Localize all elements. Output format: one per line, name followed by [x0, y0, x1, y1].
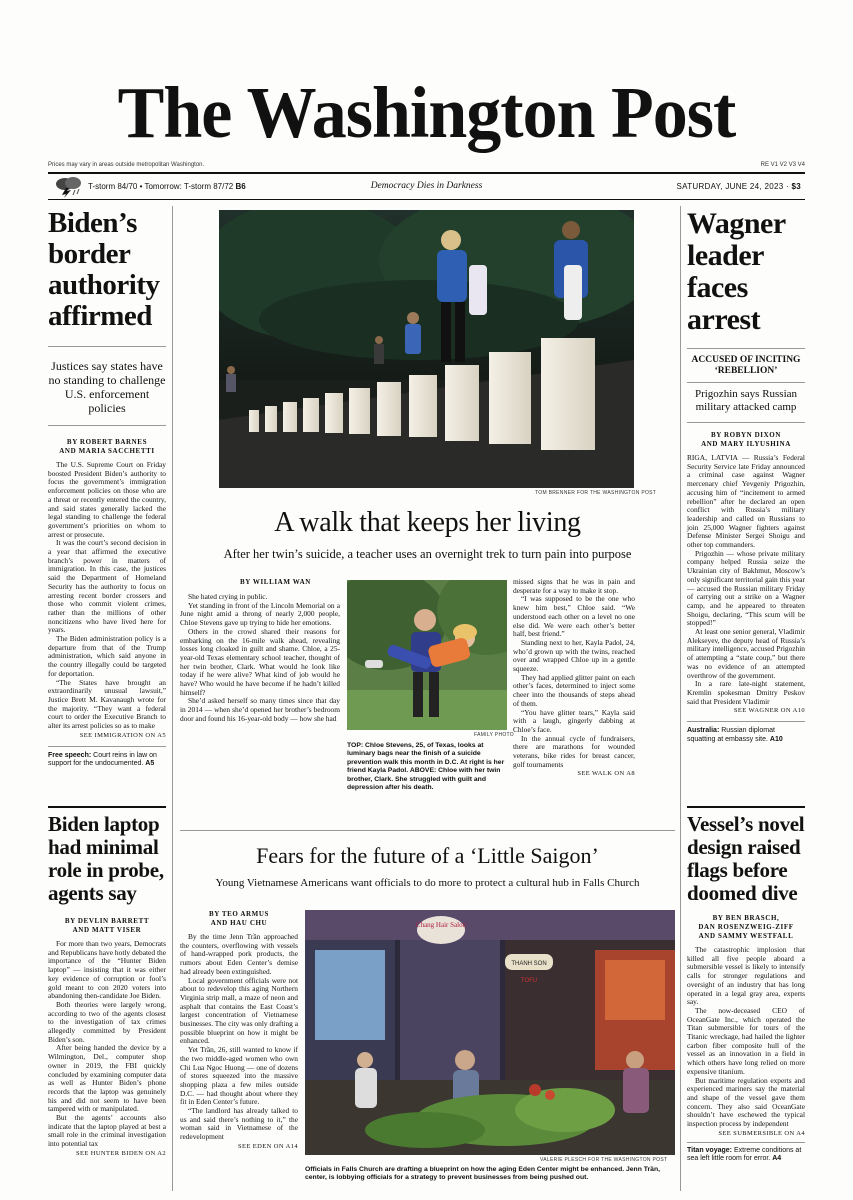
story-submersible — [687, 813, 805, 1164]
story-biden-laptop — [48, 813, 166, 1157]
refer-titan-voyage[interactable] — [687, 1147, 805, 1164]
divider — [48, 346, 166, 347]
story-wagner — [687, 208, 805, 744]
paragraph: It was the court’s second decision in a year that affirmed the executive branch’s power in matters of immigration. In this case, the justices said the Department of Homeland Security has the authority to focus on arresting recent border crossers and those who commit violent crimes, rather than the millions of other noncitizens who have lived here for years. — [48, 538, 166, 635]
byline-line-1: BY DEVLIN BARRETT — [64, 917, 150, 925]
byline-line-2: AND MARY ILYUSHINA — [701, 440, 791, 448]
paragraph: RIGA, LATVIA — Russia’s Federal Security Service late Friday announced a criminal case against Wagner mercenary chief Yevgeniy Prigozhin, accusing him of “incitement to armed rebellion” after he declared an open conflict with Russia’s military leadership and called on Russians to join 25,000 Wagner fighters against Defense Minister Sergei Shoigu and other top commanders. — [687, 453, 805, 550]
paragraph: In the annual cycle of fundraisers, there are marathons for wounded veterans, bike rides for breast cancer, golf tournaments — [513, 733, 635, 769]
paragraph: The U.S. Supreme Court on Friday boosted President Biden’s authority to focus the government’s immigration enforcement policies on those who are a threat or recently entered the country, and said states generally lacked the legal standing to challenge the federal government’s priorities on whom to arrest or prosecute. — [48, 460, 166, 539]
deck-walk: After her twin’s suicide, a teacher uses an overnight trek to turn pain into purpose — [223, 547, 632, 561]
edition-codes: RE V1 V2 V3 V4 — [760, 162, 805, 168]
luminary-photo-illustration — [219, 210, 634, 488]
section-divider — [687, 806, 805, 808]
deck-little-saigon: Young Vietnamese Americans want officials to do more to protect a cultural hub in Falls Church — [215, 877, 640, 889]
jump-line-eden[interactable]: SEE EDEN ON A14 — [238, 1142, 298, 1150]
headline-little-saigon[interactable]: Fears for the future of a ‘Little Saigon’ — [256, 843, 599, 868]
divider — [687, 348, 805, 349]
eden-center-photo-illustration — [305, 910, 675, 1155]
deck-border-authority: Justices say states have no standing to challenge U.S. enforcement policies — [48, 359, 166, 415]
column-rule-left — [172, 206, 173, 1191]
story-border-authority — [48, 208, 166, 769]
walk-column-1 — [180, 578, 340, 724]
paragraph: The catastrophic implosion that killed all five people aboard a submersible vessel is likely to intensify calls for stronger regulations and oversight of an industry that has long operated in a legal gray area, experts say. — [687, 945, 805, 1007]
photo-twins[interactable] — [347, 580, 507, 730]
headline-walk[interactable]: A walk that keeps her living — [274, 507, 581, 538]
walk-column-3 — [513, 578, 635, 777]
photo-luminary-walk[interactable] — [219, 210, 634, 488]
story-body — [180, 933, 298, 1142]
byline-line-1: BY BEN BRASCH, — [712, 914, 780, 922]
masthead-title[interactable]: The Washington Post — [117, 73, 736, 154]
jump-line-wagner[interactable]: SEE WAGNER ON A10 — [733, 707, 805, 715]
refer-australia[interactable] — [687, 727, 805, 744]
paragraph: For more than two years, Democrats and Republicans have hotly debated the importance of the “Hunter Biden laptop” — insisting that it was either key evidence of corruption or fool’s gold meant to con 2020 voters into abandoning then-candidate Joe Biden. — [48, 939, 166, 1001]
byline-line-2: AND MARIA SACCHETTI — [59, 447, 155, 455]
dateline: SATURDAY, JUNE 24, 2023 · $3 — [676, 182, 801, 191]
section-divider — [48, 806, 166, 808]
paragraph: In a rare late-night statement, Kremlin spokesman Dmitry Peskov said that President Vladimir — [687, 679, 805, 706]
refer-text: Russian diplomat squatting at embassy site. — [687, 727, 775, 743]
paragraph: “I was supposed to be the one who knew him best,” Chloe said. “We understood each other on a level no one else did. We were each other’s better half, best friend.” — [513, 594, 635, 639]
byline-line-2: AND MATT VISER — [72, 926, 142, 934]
paragraph: The Biden administration policy is a departure from that of the Trump administration, which said anyone in the country illegally could be targeted for deportation. — [48, 634, 166, 678]
photo-credit-top: TOM BRENNER FOR THE WASHINGTON POST — [535, 490, 657, 496]
byline-line-2: DAN ROSENZWEIG-ZIFF — [698, 923, 794, 931]
weather-text: T-storm 84/70 • Tomorrow: T-storm 87/72 — [88, 182, 234, 191]
refer-page: A4 — [772, 1155, 782, 1163]
photo-credit-eden: VALERIE PLESCH FOR THE WASHINGTON POST — [540, 1157, 668, 1163]
divider — [687, 422, 805, 423]
sign-tofu: TOFU — [520, 978, 538, 984]
twins-photo-illustration — [347, 580, 507, 730]
byline-line-3: AND SAMMY WESTFALL — [698, 932, 794, 940]
issue-date: SATURDAY, JUNE 24, 2023 — [676, 182, 784, 191]
divider — [687, 1142, 805, 1143]
top-bar — [48, 172, 805, 200]
story-body — [513, 578, 635, 769]
paragraph: She hated crying in public. — [188, 592, 268, 601]
weather-page-ref: B6 — [235, 182, 246, 191]
paragraph: Prigozhin — whose private military company helped Russia seize the Ukrainian city of Bakhmut, Moscow’s only significant territorial gain this year — accused the Russian military Friday of carrying out a strike on a Wagner camp, and he appeared to threaten Shoigu, declaring, “This scum will be stopped!” — [687, 548, 805, 628]
headline-little-saigon-container — [180, 842, 675, 890]
sign-thanh-son: THANH SON — [511, 961, 547, 967]
paragraph: By the time Jenn Trần approached the counters, overflowing with vessels of hand-wrapped pork products, the rumors about Eden Center’s demise had already been extinguished. — [180, 932, 298, 976]
paragraph: Others in the crowd shared their reasons for embarking on the 16-mile walk ahead, revealing losses long cloaked in guilt and shame. Chloe, a 25-year-old Texas elementary school teacher, thought of her twin brother, Clark. What would he look like today if he were alive? What kind of job would he have? Who would he have become if he hadn’t killed himself? — [180, 626, 340, 697]
story-body — [48, 940, 166, 1149]
masthead — [0, 68, 853, 160]
kicker-wagner: ACCUSED OF INCITING ‘REBELLION’ — [691, 355, 801, 376]
headline-walk-container — [180, 506, 675, 562]
refer-label: Titan voyage: — [687, 1146, 732, 1154]
headline-border-authority[interactable]: Biden’s border authority affirmed — [48, 207, 160, 332]
story-body — [687, 946, 805, 1129]
column-rule-right — [680, 206, 681, 1191]
jump-line-hunter-biden[interactable]: SEE HUNTER BIDEN ON A2 — [75, 1149, 166, 1157]
photo-eden-center[interactable] — [305, 910, 675, 1155]
paragraph: After being handed the device by a Wilmington, Del., computer shop owner in 2019, the FBI quickly concluded by examining computer data as well as Hunter Biden’s phone records that the laptop was genuinely his and did not seem to have been tampered with or manipulated. — [48, 1043, 166, 1114]
jump-line-walk[interactable]: SEE WALK ON A8 — [577, 770, 635, 778]
paragraph: But maritime regulation experts and experienced mariners say the material and shape of the vessel gave them concern. They also said OceanGate shouldn’t have eschewed the typical inspection process by independent — [687, 1075, 805, 1129]
paragraph: “The landlord has already talked to us and said there’s nothing to it,” the woman said in Vietnamese of the redevelopment — [180, 1106, 298, 1142]
deck-wagner: Prigozhin says Russian military attacked camp — [694, 388, 798, 413]
caption-eden: Officials in Falls Church are drafting a blueprint on how the aging Eden Center might be enhanced. Jenn Trần, center, is lobbying officials for a strategy to prevent businesses from being pushed out. — [305, 1166, 660, 1182]
headline-wagner[interactable]: Wagner leader faces arrest — [687, 207, 786, 336]
paragraph: They had applied glitter paint on each other’s faces, determined to inject some cheer into the thousands of steps ahead of them. — [513, 672, 635, 708]
paragraph: The now-deceased CEO of OceanGate Inc., which operated the Titan submersible for tours of the Titanic wreckage, had hailed the lighter carbon fiber composite hull of the vessel as an innovation in a field in which others have long relied on more expensive titanium. — [687, 1005, 805, 1076]
tagline: Democracy Dies in Darkness — [370, 181, 483, 191]
byline-line-1: BY TEO ARMUS — [208, 910, 270, 918]
refer-page: A10 — [769, 735, 783, 743]
photo-credit-inset: FAMILY PHOTO — [474, 732, 514, 738]
headline-submersible[interactable]: Vessel’s novel design raised flags before doomed dive — [687, 812, 805, 905]
paragraph: Yet standing in front of the Lincoln Memorial on a June night amid a throng of nearly 2,000 people, Chloe Stevens gave up trying to hide her emotions. — [180, 600, 340, 628]
paragraph: At least one senior general, Vladimir Alekseyev, the deputy head of Russia’s military intelligence, accused Prigozhin of attempting a “state coup,” but there was no evidence of an attempted overthrow of the government. — [687, 627, 805, 680]
sign-hair-salon: Chang Hair Salon — [415, 921, 467, 929]
jump-line-submersible[interactable]: SEE SUBMERSIBLE ON A4 — [718, 1129, 805, 1137]
paragraph: Local government officials were not about to redevelop this aging Northern Virginia strip mall, a maze of neon and asphalt that contains the East Coast’s largest concentration of Vietnamese businesses. The city was only drafting a possible blueprint on how it might be enhanced. — [180, 975, 298, 1046]
refer-label: Free speech: — [48, 751, 92, 759]
paragraph: She’d asked herself so many times since that day in 2014 — when she’d opened her brother’s bedroom door and found his 16-year-old body — how she had — [180, 696, 340, 723]
byline-line-1: BY ROBERT BARNES — [66, 438, 148, 446]
byline-walk: BY WILLIAM WAN — [240, 578, 311, 586]
saigon-column-1 — [180, 910, 298, 1150]
divider — [48, 425, 166, 426]
refer-label: Australia: — [687, 727, 720, 735]
headline-biden-laptop[interactable]: Biden laptop had minimal role in probe, agents say — [48, 812, 164, 905]
story-body — [687, 454, 805, 706]
paragraph: missed signs that he was in pain and desperate for a way to make it stop. — [513, 577, 635, 595]
issue-price: $3 — [791, 182, 801, 191]
refer-text: Extreme conditions at sea left little room for error. — [687, 1146, 802, 1163]
paragraph: Both theories were largely wrong, according to two of the agents closest to the investigation of tax crimes allegedly committed by President Biden’s son. — [48, 999, 166, 1044]
story-body — [48, 461, 166, 731]
refer-free-speech[interactable] — [48, 752, 166, 769]
paragraph: “The States have brought an extraordinarily unusual lawsuit,” Justice Brett M. Kavanaugh wrote for the majority. “They want a federal court to order the Executive Branch to alter its arrest policies so as to make — [48, 677, 166, 731]
paragraph: But the agents’ accounts also indicate that the laptop played at best a small role in the criminal investigation into potential tax — [48, 1113, 166, 1149]
story-body — [180, 593, 340, 724]
price-note: Prices may vary in areas outside metropolitan Washington. — [48, 162, 205, 168]
paragraph: Yet Trần, 26, still wanted to know if the two middle-aged women who own Chi Lua Ngoc Huong — one of dozens of stores squeezed into the massive shopping plaza a few miles outside D.C. — had thought about where they fit in Eden Center’s future. — [180, 1045, 298, 1107]
refer-text: Court reins in law on support for the undocumented. — [48, 751, 157, 768]
caption-walk: TOP: Chloe Stevens, 25, of Texas, looks at luminary bags near the finish of a suicide prevention walk this month in D.C. At right is her friend Kayla Padol. ABOVE: Chloe with her twin brother, Clark. She struggled with guilt and depression after his death. — [347, 742, 505, 792]
byline-line-2: AND HAU CHU — [210, 919, 268, 927]
divider — [687, 721, 805, 722]
paragraph: Standing next to her, Kayla Padol, 24, who’d grown up with the twins, reached over and wrapped Chloe up in a gentle squeeze. — [513, 637, 635, 674]
section-divider — [180, 830, 675, 831]
paragraph: “You have glitter tears,” Kayla said with a laugh, gingerly dabbing at Chloe’s face. — [513, 707, 635, 734]
divider — [687, 382, 805, 383]
divider — [48, 746, 166, 747]
byline-line-1: BY ROBYN DIXON — [711, 431, 781, 439]
jump-line-immigration[interactable]: SEE IMMIGRATION ON A5 — [79, 731, 166, 739]
refer-page: A5 — [145, 760, 155, 768]
